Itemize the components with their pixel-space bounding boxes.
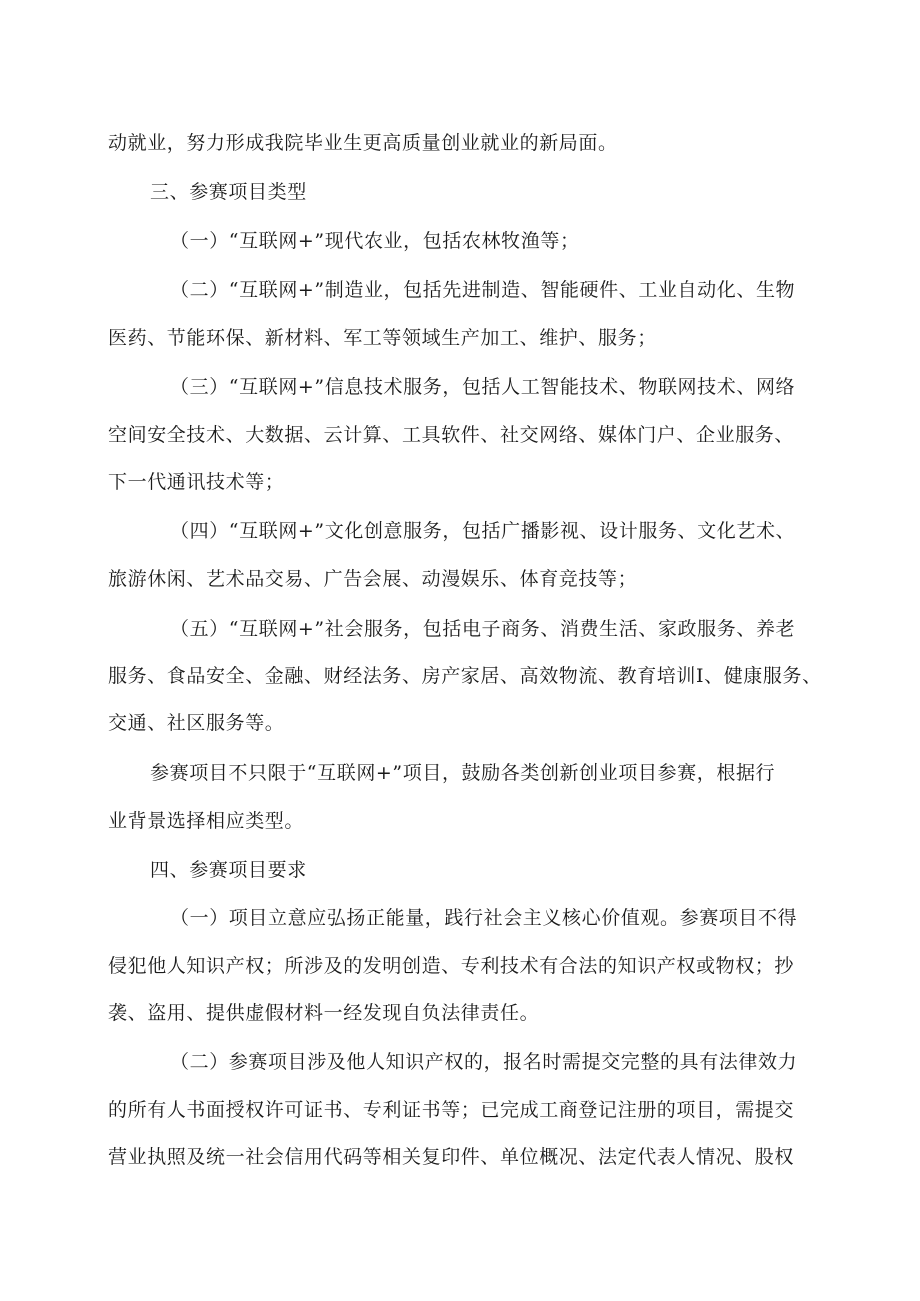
paragraph-line: 袭、盗用、提供虚假材料一经发现自负法律责任。 bbox=[108, 1002, 540, 1024]
paragraph-line: （四）“互联网+”文化创意服务，包括广播影视、设计服务、文化艺术、 bbox=[170, 520, 796, 542]
paragraph-line: 空间安全技术、大数据、云计算、工具软件、社交网络、媒体门户、企业服务、 bbox=[108, 424, 795, 446]
paragraph-line: 下一代通讯技术等； bbox=[108, 471, 285, 493]
paragraph-line: （一）项目立意应弘扬正能量，践行社会主义核心价值观。参赛项目不得 bbox=[170, 907, 798, 929]
paragraph-line: 参赛项目不只限于“互联网+”项目，鼓励各类创新创业项目参赛，根据行 bbox=[150, 762, 776, 784]
paragraph-line: （二）参赛项目涉及他人知识产权的，报名时需提交完整的具有法律效力 bbox=[170, 1051, 798, 1073]
section-heading: 三、参赛项目类型 bbox=[150, 181, 307, 203]
paragraph-line: 动就业，努力形成我院毕业生更高质量创业就业的新局面。 bbox=[108, 132, 618, 154]
paragraph-line: 旅游休闲、艺术品交易、广告会展、动漫娱乐、体育竞技等； bbox=[108, 568, 638, 590]
section-heading: 四、参赛项目要求 bbox=[150, 859, 307, 881]
paragraph-line: 交通、社区服务等。 bbox=[108, 712, 285, 734]
paragraph-line: 侵犯他人知识产权；所涉及的发明创造、专利技术有合法的知识产权或物权；抄 bbox=[108, 955, 795, 977]
paragraph-line: （五）“互联网+”社会服务，包括电子商务、消费生活、家政服务、养老 bbox=[170, 618, 796, 640]
paragraph-line: 业背景选择相应类型。 bbox=[108, 810, 305, 832]
paragraph-line: （二）“互联网+”制造业，包括先进制造、智能硬件、工业自动化、生物 bbox=[170, 279, 796, 301]
paragraph-line: 服务、食品安全、金融、财经法务、房产家居、高效物流、教育培训I、健康服务、 bbox=[108, 665, 822, 687]
paragraph-line: 的所有人书面授权许可证书、专利证书等；已完成工商登记注册的项目，需提交 bbox=[108, 1099, 795, 1121]
paragraph-line: （三）“互联网+”信息技术服务，包括人工智能技术、物联网技术、网络 bbox=[170, 376, 796, 398]
paragraph-line: 医药、节能环保、新材料、军工等领域生产加工、维护、服务； bbox=[108, 327, 657, 349]
paragraph-line: 营业执照及统一社会信用代码等相关复印件、单位概况、法定代表人情况、股权 bbox=[108, 1146, 795, 1168]
paragraph-line: （一）“互联网+”现代农业，包括农林牧渔等； bbox=[170, 230, 580, 252]
